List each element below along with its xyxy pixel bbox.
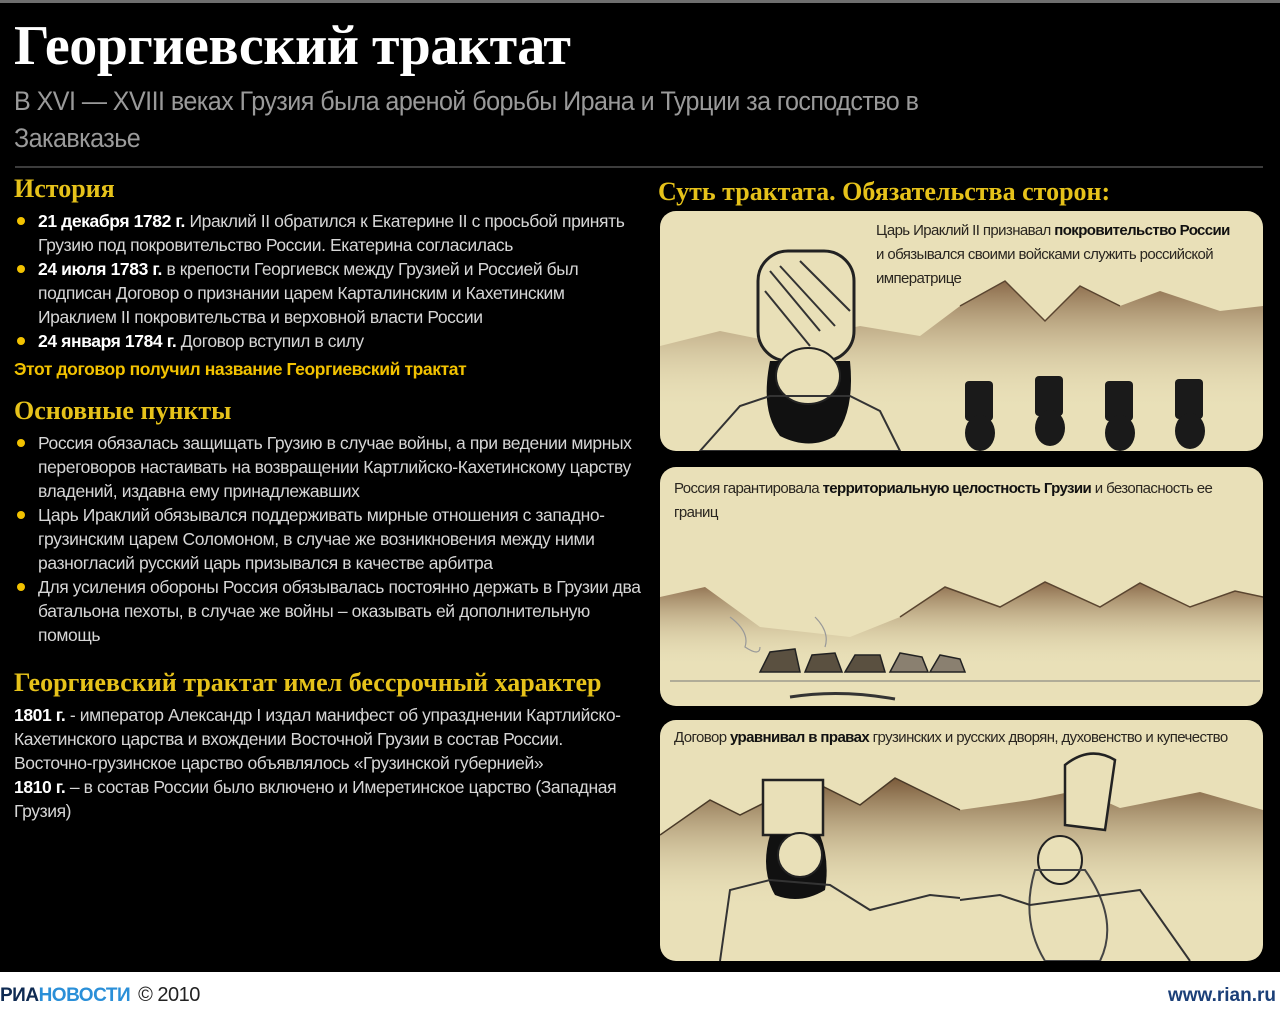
panel-1-text-bold: покровительство России [1054,222,1230,239]
logo-ria: РИА [0,985,39,1006]
page-title: Георгиевский трактат [14,15,571,77]
panel-2-text-pre: Россия гарантировала [674,480,823,497]
main-point-item [14,431,644,503]
history-date: 24 июля 1783 г. [38,259,162,279]
perpetual-entry [14,703,644,775]
essence-panel-2 [660,467,1263,706]
site-link[interactable]: www.rian.ru [1167,985,1276,1006]
logo-novosti: НОВОСТИ [38,985,131,1006]
history-item [14,257,644,329]
panel-2-text [674,477,1254,525]
essence-title: Суть трактата. Обязательства сторон: [658,177,1111,206]
bullet-icon [17,583,25,591]
main-point-item [14,503,644,575]
header-divider [15,166,1263,168]
main-points-section [14,395,644,647]
panel-2-text-bold: территориальную целостность Грузии [822,480,1092,497]
left-column [14,173,644,823]
main-point-item [14,575,644,647]
panel-3-text-bold: уравнивал в правах [730,729,870,746]
perpetual-text: – в состав России было включено и Имеретинское царство (Западная Грузия) [14,777,617,821]
history-list [14,209,644,353]
perpetual-entry [14,775,644,823]
perpetual-year: 1810 г. [14,777,66,797]
main-points-title: Основные пункты [14,396,232,425]
history-item [14,209,644,257]
bullet-icon [17,217,25,225]
handshake-illustration [660,720,1263,961]
copyright: © 2010 [138,984,200,1006]
bullet-icon [17,337,25,345]
perpetual-title: Георгиевский трактат имел бессрочный характер [14,668,602,697]
ria-novosti-logo [0,984,200,1007]
history-text: Ираклий II обратился к Екатерине II с просьбой принять Грузию под покровительство России. Екатерина согласилась [38,211,625,255]
bullet-icon [17,439,25,447]
history-date: 24 января 1784 г. [38,331,177,351]
page-subtitle: В XVI — XVIII веках Грузия была ареной борьбы Ирана и Турции за господство в Закавказье [14,86,919,153]
panel-1-text [876,219,1236,291]
perpetual-year: 1801 г. [14,705,66,725]
bullet-icon [17,265,25,273]
main-points-list [14,431,644,647]
main-point-text: Россия обязалась защищать Грузию в случае войны, а при ведении мирных переговоров настаивать на возвращении Картлийско-Кахетинскому царству владений, издавна ему принадлежавших [38,433,632,501]
panel-2-text-post: и безопасность ее границ [674,480,1213,521]
main-point-text: Для усиления обороны Россия обязывалась постоянно держать в Грузии два батальона пехоты, в случае же войны – оказывать ей дополнительную помощь [38,577,641,645]
main-point-text: Царь Ираклий обязывался поддерживать мирные отношения с западно-грузинским царем Соломоном, в случае же возникновения между ними разногласий русский царь призывался в качестве арбитра [38,505,605,573]
history-highlight: Этот договор получил название Георгиевский трактат [14,359,467,379]
history-section [14,173,644,381]
bullet-icon [17,511,25,519]
panel-1-text-post: и обязывался своими войсками служить российской императрице [876,246,1213,287]
history-item [14,329,644,353]
panel-3-text-pre: Договор [674,729,731,746]
panel-3-text [674,726,1254,750]
history-text: Договор вступил в силу [176,331,364,351]
essence-panel-1 [660,211,1263,451]
perpetual-text: - император Александр I издал манифест об упразднении Картлийско-Кахетинского царства и вхождении Восточной Грузии в состав России. Восточно-грузинское царство объявлялось «Грузинской губернией» [14,705,621,773]
history-text: в крепости Георгиевск между Грузией и Россией был подписан Договор о признании царем Карталинским и Кахетинским Ираклием II покровительства и верховной власти России [38,259,579,327]
perpetual-section [14,667,644,823]
history-title: История [14,174,115,203]
essence-panel-3 [660,720,1263,961]
panel-1-text-pre: Царь Ираклий II признавал [876,222,1055,239]
history-date: 21 декабря 1782 г. [38,211,185,231]
panel-3-text-post: грузинских и русских дворян, духовенство и купечество [869,729,1228,746]
